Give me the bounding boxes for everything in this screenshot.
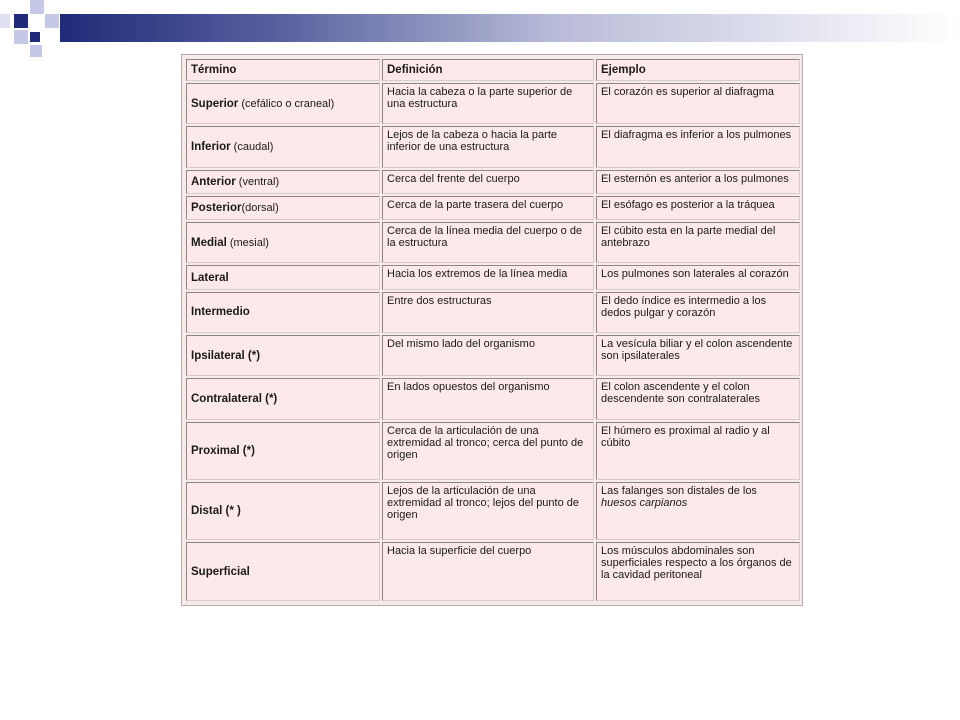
example-text: El esófago es posterior a la tráquea — [601, 198, 775, 211]
term-cell — [186, 292, 380, 333]
table-row — [186, 126, 800, 167]
definition-cell: Cerca del frente del cuerpo — [382, 170, 594, 194]
example-cell — [596, 265, 800, 289]
term-synonym: (cefálico o craneal) — [238, 97, 335, 110]
example-text: Los músculos abdominales son superficiales respecto a los órganos de la cavidad peritoneal — [601, 545, 792, 582]
table-row — [186, 422, 800, 480]
table-row — [186, 83, 800, 124]
decor-square — [30, 32, 40, 42]
term-cell — [186, 378, 380, 419]
term-name: Distal (* ) — [191, 505, 241, 518]
example-text: El colon ascendente y el colon descendente son contralaterales — [601, 381, 760, 406]
title-gradient-bar — [60, 14, 960, 42]
table-row — [186, 170, 800, 194]
example-cell — [596, 482, 800, 540]
term-name: Intermedio — [191, 306, 250, 319]
term-cell — [186, 482, 380, 540]
term-cell — [186, 265, 380, 289]
term-name: Medial — [191, 236, 227, 249]
definition-cell: Hacia la superficie del cuerpo — [382, 542, 594, 601]
definition-cell: Cerca de la línea media del cuerpo o de la estructura — [382, 222, 594, 263]
example-text: El húmero es proximal al radio y al cúbito — [601, 424, 770, 449]
term-synonym: (caudal) — [230, 140, 274, 153]
term-name: Posterior — [191, 201, 242, 214]
term-cell — [186, 170, 380, 194]
definition-cell: Lejos de la articulación de una extremidad al tronco; lejos del punto de origen — [382, 482, 594, 540]
example-text: El dedo índice es intermedio a los dedos pulgar y corazón — [601, 294, 767, 319]
header-example: Ejemplo — [596, 59, 800, 81]
decor-square — [30, 45, 42, 57]
term-synonym: (dorsal) — [241, 201, 279, 214]
term-name: Ipsilateral (*) — [191, 349, 261, 362]
terms-table — [184, 57, 802, 603]
decor-square — [14, 30, 28, 44]
example-cell — [596, 196, 800, 220]
example-cell — [596, 335, 800, 376]
example-text: El esternón es anterior a los pulmones — [601, 172, 789, 185]
definition-cell: Cerca de la articulación de una extremidad al tronco; cerca del punto de origen — [382, 422, 594, 480]
definition-cell: Hacia los extremos de la línea media — [382, 265, 594, 289]
table-row — [186, 222, 800, 263]
decor-square — [45, 14, 59, 28]
term-cell — [186, 222, 380, 263]
term-synonym: (mesial) — [226, 236, 269, 249]
example-cell — [596, 222, 800, 263]
table-row — [186, 265, 800, 289]
example-cell — [596, 292, 800, 333]
definition-cell: En lados opuestos del organismo — [382, 378, 594, 419]
table-row — [186, 482, 800, 540]
decor-square — [14, 14, 28, 28]
term-cell — [186, 196, 380, 220]
anatomy-terms-table — [181, 54, 803, 606]
term-name: Superficial — [191, 565, 250, 578]
table-row — [186, 335, 800, 376]
table-header-row — [186, 59, 800, 81]
example-cell — [596, 542, 800, 601]
definition-cell: Cerca de la parte trasera del cuerpo — [382, 196, 594, 220]
term-name: Anterior — [191, 175, 236, 188]
example-text: El diafragma es inferior a los pulmones — [601, 129, 792, 142]
term-cell — [186, 542, 380, 601]
example-cell — [596, 126, 800, 167]
term-cell — [186, 83, 380, 124]
term-name: Proximal (*) — [191, 444, 255, 457]
example-text: Los pulmones son laterales al corazón — [601, 268, 789, 281]
definition-cell: Hacia la cabeza o la parte superior de una estructura — [382, 83, 594, 124]
term-name: Contralateral (*) — [191, 392, 278, 405]
term-name: Lateral — [191, 271, 229, 284]
example-text: La vesícula biliar y el colon ascendente son ipsilaterales — [601, 337, 793, 362]
example-text: Las falanges son distales de los — [601, 485, 757, 498]
example-cell — [596, 83, 800, 124]
definition-cell: Lejos de la cabeza o hacia la parte inferior de una estructura — [382, 126, 594, 167]
term-synonym: (ventral) — [235, 175, 280, 188]
decor-square — [0, 14, 10, 28]
definition-cell: Entre dos estructuras — [382, 292, 594, 333]
term-name: Superior — [191, 97, 239, 110]
example-italic-text: huesos carpianos — [601, 497, 688, 510]
example-text: El cúbito esta en la parte medial del antebrazo — [601, 225, 776, 250]
term-cell — [186, 422, 380, 480]
header-term: Término — [186, 59, 380, 81]
term-cell — [186, 126, 380, 167]
term-cell — [186, 335, 380, 376]
term-name: Inferior — [191, 140, 231, 153]
example-cell — [596, 170, 800, 194]
table-row — [186, 378, 800, 419]
decor-square — [30, 0, 44, 14]
example-cell — [596, 378, 800, 419]
example-cell — [596, 422, 800, 480]
definition-cell: Del mismo lado del organismo — [382, 335, 594, 376]
table-row — [186, 196, 800, 220]
table-row — [186, 292, 800, 333]
table-row — [186, 542, 800, 601]
example-text: El corazón es superior al diafragma — [601, 86, 775, 98]
header-definition: Definición — [382, 59, 594, 81]
